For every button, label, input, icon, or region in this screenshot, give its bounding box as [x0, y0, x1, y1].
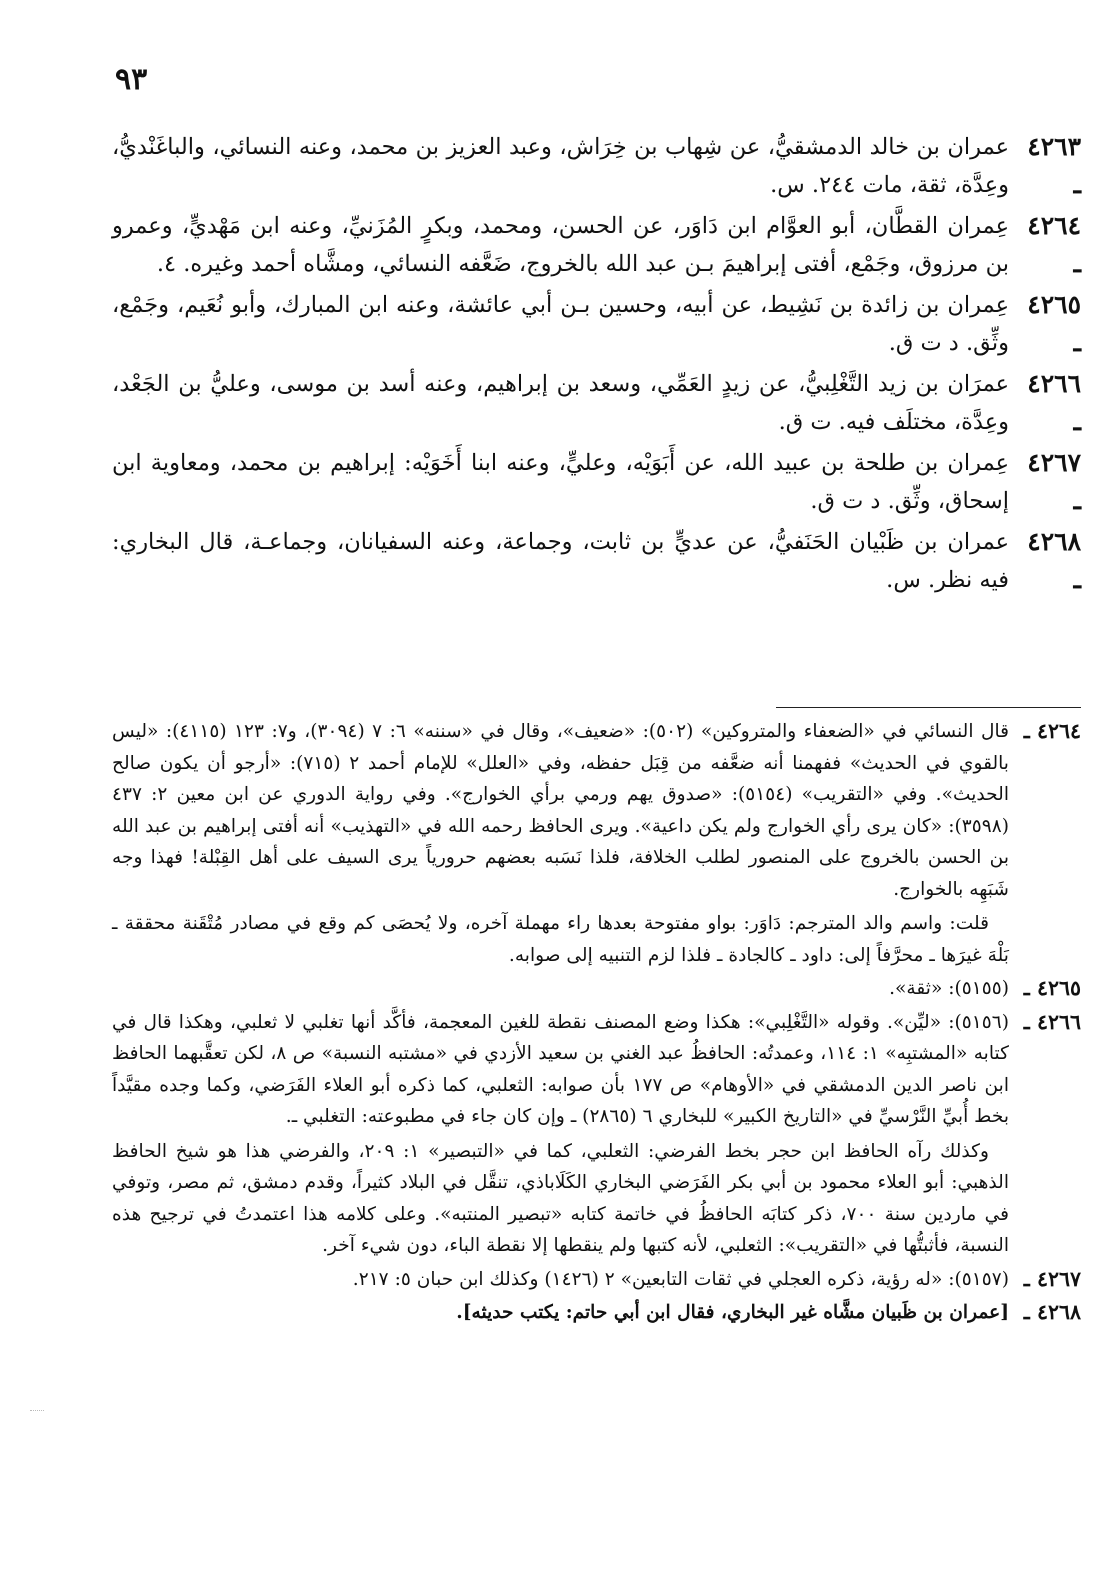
- footnote-separator: [776, 707, 1081, 708]
- entry-4267: [112, 444, 1081, 520]
- note-4264: [112, 716, 1081, 971]
- note-number: ٤٢٦٧ ـ: [1023, 1266, 1081, 1291]
- footnotes: [112, 716, 1081, 1331]
- entry-4263: [112, 128, 1081, 204]
- scan-margin-mark: [30, 1410, 44, 1411]
- note-number: ٤٢٦٤ ـ: [1023, 719, 1081, 743]
- note-paragraph: (٥١٥٧): «له رؤية، ذكره العجلي في ثقات التابعين» ٢ (١٤٢٦) وكذلك ابن حبان ٥: ٢١٧.: [352, 1268, 1009, 1290]
- note-paragraph: قال النسائي في «الضعفاء والمتروكين» (٥٠٢): «ضعيف»، وقال في «سننه» ٦: ٧ (٣٠٩٤)، و٧: ١٢٣ (٤١١٥): «ليس بالقوي في الحديث» ففهمنا أنه ضعَّفه من قِبَل حفظه، وفي «العلل» للإمام أحمد ٢ (٧١٥): «أرجو أن يكون صالح الحديث». وفي «التقريب» (٥١٥٤): «صدوق يهم ورمي برأي الخوارج». وفي رواية الدوري عن ابن معين ٢: ٤٣٧ (٣٥٩٨): «كان يرى رأي الخوارج ولم يكن داعية». ويرى الحافظ رحمه الله في «التهذيب» أنه أفتى إبراهيم بن عبد الله بن الحسن بالخروج على المنصور لطلب الخلافة، فلذا نَسَبه بعضهم حرورياً يرى السيف على أهل القِبْلة! فهذا وجه شَبَهِه بالخوارج.: [112, 721, 1010, 900]
- entry-4264: [112, 207, 1081, 283]
- note-number: ٤٢٦٦ ـ: [1023, 1009, 1081, 1034]
- entry-4268: [112, 523, 1081, 599]
- entry-number: ٤٢٦٣ ـ: [1027, 132, 1081, 199]
- entry-text: عمران بن ظَبْيان الحَنَفيُّ، عن عديٍّ بن ثابت، وجماعة، وعنه السفيانان، وجماعـة، قال البخاري: فيه نظر. س.: [112, 529, 1009, 593]
- note-paragraph: (٥١٥٥): «ثقة».: [889, 978, 1009, 999]
- entry-text: عِمران القطَّان، أبو العوَّام ابن دَاوَر، عن الحسن، ومحمد، وبكرٍ المُزَنيِّ، وعنه ابن مَهْديٍّ، وعمرو بن مرزوق، وجَمْع، أفتى إبراهيمَ بـن عبد الله بالخروج، ضَعَّفه النسائي، ومشَّاه أحمد وغيره. ٤.: [112, 213, 1009, 277]
- note-paragraph: قلت: واسم والد المترجم: دَاوَر: بواو مفتوحة بعدها راء مهملة آخره، ولا يُحصَى كم وقع في مصادر مُتْقَنة محققة ـ بَلْهَ غيرَها ـ محرَّفاً إلى: داود ـ كالجادة ـ فلذا لزم التنبيه إلى صوابه.: [112, 913, 1009, 966]
- entry-text: عِمران بن زائدة بن نَشِيط، عن أبيه، وحسين بـن أبي عائشة، وعنه ابن المبارك، وأبو نُعَيم، وجَمْع، وثِّق. د ت ق.: [112, 292, 1009, 356]
- entry-text: عِمران بن طلحة بن عبيد الله، عن أَبَوَيْه، وعليٍّ، وعنه ابنا أَخَوَيْه: إبراهيم بن محمد، ومعاوية ابن إسحاق، وثِّق. د ت ق.: [112, 450, 1009, 514]
- entry-4266: [112, 365, 1081, 441]
- note-4266: [112, 1007, 1081, 1262]
- note-paragraph: وكذلك رآه الحافظ ابن حجر بخط الفرضي: الثعلبي، كما في «التبصير» ١: ٢٠٩، والفرضي هذا هو شيخ الحافظ الذهبي: أبو العلاء محمود بن أبي بكر الفَرَضي البخاري الكَلَاباذي، تنقَّل في البلاد كثيراً، وقدم دمشق، ثم مصر، وتوفي في ماردين سنة ٧٠٠، ذكر كتابَه الحافظُ في خاتمة كتابه «تبصير المنتبه». وعلى كلامه هذا اعتمدتُ في ترجيح هذه النسبة، فأثبتُّها في «التقريب»: الثعلبي، لأنه كتبها ولم ينقطها إلا نقطة الباء، دون شيء آخر.: [112, 1140, 1009, 1256]
- entry-number: ٤٢٦٨ ـ: [1027, 527, 1081, 594]
- note-number: ٤٢٦٨ ـ: [1023, 1300, 1081, 1324]
- note-paragraph: [عمران بن ظَبيان مشَّاه غير البخاري، فقال ابن أبي حاتم: يكتب حديثه].: [456, 1302, 1009, 1323]
- note-4267: [112, 1264, 1081, 1296]
- note-paragraph: (٥١٥٦): «ليِّن». وقوله «التَّغْلِبي»: هكذا وضع المصنف نقطة للغين المعجمة، فأكَّد أنها تغلبي لا ثعلبي، وهكذا قال في كتابه «المشتبِه» ١: ١١٤، وعمدتُه: الحافظُ عبد الغني بن سعيد الأزدي في «مشتبه النسبة» ص ٨، لكن تعقَّبهما الحافظ ابن ناصر الدين الدمشقي في «الأوهام» ص ١٧٧ بأن صوابه: الثعلبي، كما ذكره أبو العلاء الفَرَضي، وكما وجده مقيَّداً بخط أُبيِّ النَّرْسيِّ في «التاريخ الكبير» للبخاري ٦ (٢٨٦٥) ـ وإن كان جاء في مطبوعته: التغلبي ـ.: [112, 1011, 1009, 1127]
- entry-number: ٤٢٦٥ ـ: [1027, 290, 1081, 357]
- note-4265: [112, 973, 1081, 1005]
- entry-text: عمران بن خالد الدمشقيُّ، عن شِهاب بن خِرَاش، وعبد العزيز بن محمد، وعنه النسائي، والباغَنْديُّ، وعِدَّة، ثقة، مات ٢٤٤. س.: [112, 134, 1009, 198]
- page-number: ٩٣: [115, 62, 148, 97]
- note-4268: [112, 1297, 1081, 1329]
- entry-number: ٤٢٦٤ ـ: [1027, 211, 1081, 278]
- main-entries: [112, 128, 1081, 602]
- entry-number: ٤٢٦٧ ـ: [1027, 448, 1081, 515]
- entry-4265: [112, 286, 1081, 362]
- entry-text: عمرَان بن زيد التَّغْلِبيُّ، عن زيدٍ العَمِّي، وسعد بن إبراهيم، وعنه أسد بن موسى، وعليُّ بن الجَعْد، وعِدَّة، مختلَف فيه. ت ق.: [112, 371, 1009, 435]
- note-number: ٤٢٦٥ ـ: [1023, 976, 1081, 1000]
- entry-number: ٤٢٦٦ ـ: [1027, 369, 1081, 436]
